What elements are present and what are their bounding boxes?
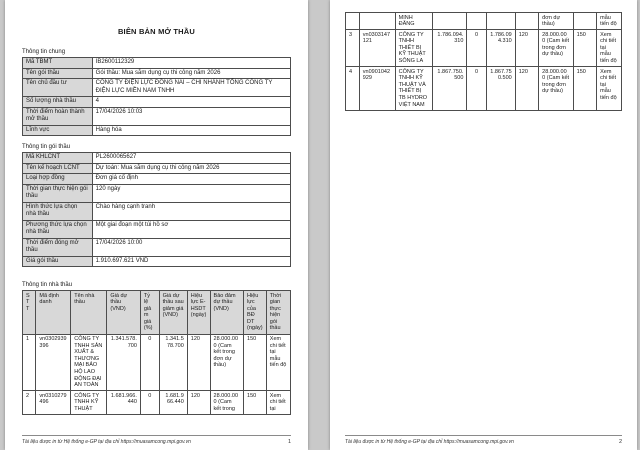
table-cell: 1.681.966.440: [159, 391, 187, 415]
row-label: Lĩnh vực: [23, 125, 93, 136]
info-row: [23, 220, 291, 238]
row-value: Một giai đoạn một túi hồ sơ: [92, 220, 290, 238]
table-cell: CÔNG TY TNHH KỸ THUẬT: [71, 391, 107, 415]
column-header: Hiệu lực của BĐ DT (ngày): [244, 291, 267, 335]
bidder-row: [346, 30, 622, 67]
page-number: 1: [287, 439, 291, 445]
section-heading-general: Thông tin chung: [22, 49, 66, 55]
table-cell: 28.000.000 (Cam kết trong đơn dự thầu): [210, 334, 244, 391]
row-value: 17/04/2026 10:00: [92, 238, 290, 256]
table-cell: 150: [244, 391, 267, 415]
info-row: [23, 153, 291, 164]
table-cell: 120: [515, 30, 538, 67]
row-value: IB2600112329: [92, 58, 290, 69]
page1-footer: [22, 435, 291, 445]
row-value: Hàng hóa: [92, 125, 290, 136]
row-value: Dự toán: Mua sắm dụng cụ thi công năm 2026: [92, 163, 290, 174]
table-cell: vn0302939396: [36, 334, 71, 391]
table-cell: mẫu tiến độ: [597, 13, 622, 30]
row-label: Hình thức lựa chọn nhà thầu: [23, 202, 93, 220]
bidder-row: [23, 334, 291, 391]
row-label: Loại hợp đồng: [23, 174, 93, 185]
table-cell: MINH ĐĂNG: [395, 13, 432, 30]
table-cell: đơn dự thầu): [539, 13, 574, 30]
table-cell: [515, 13, 538, 30]
column-header: Mã định danh: [36, 291, 71, 335]
info-row: [23, 174, 291, 185]
info-row: [23, 97, 291, 108]
page2-footer: [345, 435, 622, 445]
row-value: Đơn giá cố định: [92, 174, 290, 185]
table-cell: 0: [467, 30, 486, 67]
info-row: [23, 125, 291, 136]
bidders-header-row: [23, 291, 291, 335]
table-cell: vn0901042929: [359, 67, 395, 111]
general-info-table: [22, 57, 291, 136]
table-cell: 120: [187, 334, 210, 391]
info-row: [23, 68, 291, 79]
row-label: Thời điểm đóng mở thầu: [23, 238, 93, 256]
page-number: 2: [618, 439, 622, 445]
table-cell: CÔNG TY TNHH THIẾT BỊ KỸ THUẬT SÔNG LA: [395, 30, 432, 67]
section-heading-bidders: Thông tin nhà thầu: [22, 282, 73, 288]
footer-source-text: Tài liệu được in từ Hệ thống e-GP tại địa chỉ https://muasamcong.mpi.gov.vn: [345, 439, 514, 445]
section-heading-package: Thông tin gói thầu: [22, 144, 71, 150]
row-label: Số lượng nhà thầu: [23, 97, 93, 108]
table-cell: [573, 13, 596, 30]
table-cell: Xem chi tiết tại mẫu tiến độ: [597, 67, 622, 111]
bidder-row: [346, 13, 622, 30]
table-cell: [432, 13, 467, 30]
bidder-row: [346, 67, 622, 111]
table-cell: 150: [244, 334, 267, 391]
table-cell: vn0303147121: [359, 30, 395, 67]
row-value: 4: [92, 97, 290, 108]
row-value: 120 ngày: [92, 184, 290, 202]
column-header: Giá dự thầu sau giảm giá (VND): [159, 291, 187, 335]
table-cell: [467, 13, 486, 30]
column-header: Tên nhà thầu: [71, 291, 107, 335]
row-label: Phương thức lựa chọn nhà thầu: [23, 220, 93, 238]
table-cell: CÔNG TY TNHH SẢN XUẤT & THƯƠNG MẠI BẢO HỘ LAO ĐỘNG ĐẠI AN TOÀN: [71, 334, 107, 391]
table-cell: 1.786.094.310: [486, 30, 515, 67]
table-cell: Xem chi tiết tại mẫu tiến độ: [597, 30, 622, 67]
table-cell: 3: [346, 30, 360, 67]
bidders-table-page1: [22, 290, 291, 415]
table-cell: 150: [573, 30, 596, 67]
table-cell: 1: [23, 334, 36, 391]
table-cell: 28.000.000 (Cam kết trong đơn dự thầu): [539, 67, 574, 111]
table-cell: 1.341.578.700: [107, 334, 141, 391]
info-row: [23, 163, 291, 174]
document-title: BIÊN BẢN MỞ THẦU: [117, 27, 196, 36]
column-header: STT: [23, 291, 36, 335]
footer-source-text: Tài liệu được in từ Hệ thống e-GP tại địa chỉ https://muasamcong.mpi.gov.vn: [22, 439, 191, 445]
column-header: Bảo đảm dự thầu (VND): [210, 291, 244, 335]
table-cell: 0: [140, 391, 159, 415]
info-row: [23, 58, 291, 69]
bidders-table-page2: [345, 12, 622, 111]
table-cell: [346, 13, 360, 30]
table-cell: 1.867.750.500: [432, 67, 467, 111]
table-cell: [486, 13, 515, 30]
table-cell: 0: [140, 334, 159, 391]
row-label: Mã KHLCNT: [23, 153, 93, 164]
table-cell: 2: [23, 391, 36, 415]
table-cell: vn0310279496: [36, 391, 71, 415]
row-value: Chào hàng cạnh tranh: [92, 202, 290, 220]
row-value: 17/04/2026 10:03: [92, 107, 290, 125]
table-cell: 1.341.578.700: [159, 334, 187, 391]
column-header: Giá dự thầu (VND): [107, 291, 141, 335]
document-page-1: [5, 0, 308, 450]
info-row: [23, 202, 291, 220]
table-cell: CÔNG TY TNHH KỸ THUẬT VÀ THIẾT BỊ TB HYDRO VIỆT NAM: [395, 67, 432, 111]
row-label: Tên kế hoạch LCNT: [23, 163, 93, 174]
table-cell: 28.000.000 (Cam kết trong: [210, 391, 244, 415]
bidder-row: [23, 391, 291, 415]
table-cell: 1.681.966.440: [107, 391, 141, 415]
column-header: Hiệu lực E-HSDT (ngày): [187, 291, 210, 335]
table-cell: 0: [467, 67, 486, 111]
row-label: Giá gói thầu: [23, 256, 93, 267]
row-label: Thời gian thực hiện gói thầu: [23, 184, 93, 202]
row-value: Gói thầu: Mua sắm dụng cụ thi công năm 2026: [92, 68, 290, 79]
info-row: [23, 107, 291, 125]
info-row: [23, 184, 291, 202]
table-cell: 4: [346, 67, 360, 111]
table-cell: 150: [573, 67, 596, 111]
table-cell: Xem chi tiết tại: [266, 391, 290, 415]
table-cell: 120: [515, 67, 538, 111]
row-label: Mã TBMT: [23, 58, 93, 69]
info-row: [23, 238, 291, 256]
table-cell: 120: [187, 391, 210, 415]
document-page-2: [330, 0, 637, 450]
row-label: Tên chủ đầu tư: [23, 79, 93, 97]
row-value: CÔNG TY ĐIỆN LỰC ĐỒNG NAI – CHI NHÁNH TỔNG CÔNG TY ĐIỆN LỰC MIỀN NAM TNHH: [92, 79, 290, 97]
row-value: 1.910.697.621 VND: [92, 256, 290, 267]
table-cell: 28.000.000 (Cam kết trong đơn dự thầu): [539, 30, 574, 67]
column-header: Tỷ lệ giảm giá (%): [140, 291, 159, 335]
column-header: Thời gian thực hiện gói thầu: [266, 291, 290, 335]
info-row: [23, 79, 291, 97]
table-cell: 1.786.094.310: [432, 30, 467, 67]
package-info-table: [22, 152, 291, 267]
row-label: Tên gói thầu: [23, 68, 93, 79]
row-value: PL2600065627: [92, 153, 290, 164]
row-label: Thời điểm hoàn thành mở thầu: [23, 107, 93, 125]
table-cell: Xem chi tiết tại mẫu tiến độ: [266, 334, 290, 391]
table-cell: [359, 13, 395, 30]
info-row: [23, 256, 291, 267]
table-cell: 1.867.750.500: [486, 67, 515, 111]
